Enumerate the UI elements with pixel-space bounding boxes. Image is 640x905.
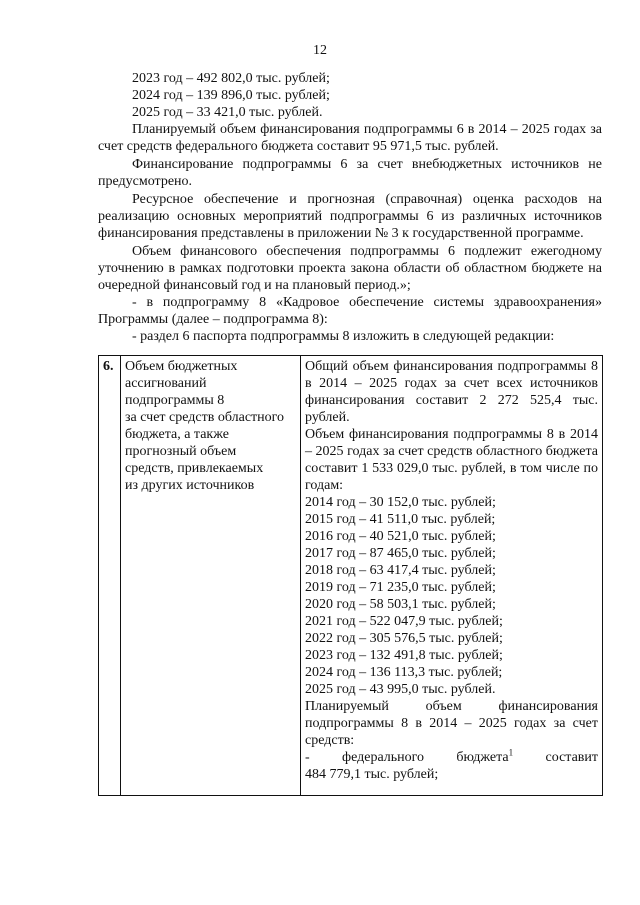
passport-table xyxy=(98,355,603,796)
year-amount: 2019 год – 71 235,0 тыс. рублей; xyxy=(305,580,496,595)
paragraph-section-6: - раздел 6 паспорта подпрограммы 8 изложить в следующей редакции: xyxy=(132,329,555,344)
year-amount: 2020 год – 58 503,1 тыс. рублей; xyxy=(305,597,496,612)
federal-budget-amount: 484 779,1 тыс. рублей; xyxy=(305,767,439,782)
year-amount: 2021 год – 522 047,9 тыс. рублей; xyxy=(305,614,503,629)
federal-budget-label: - федерального бюджета xyxy=(305,750,509,765)
year-line: 2024 год – 139 896,0 тыс. рублей; xyxy=(132,88,330,103)
year-amount: 2017 год – 87 465,0 тыс. рублей; xyxy=(305,546,496,561)
total-funding-text: Общий объем финансирования подпрограммы 8 в 2014 – 2025 годах за счет всех источников финансирования составит 2 272 525,4 тыс. рублей. xyxy=(305,359,598,425)
year-line: 2023 год – 492 802,0 тыс. рублей; xyxy=(132,71,330,86)
row-label-line: за счет средств областного xyxy=(125,410,285,425)
row-label-line: подпрограммы 8 xyxy=(125,393,225,408)
year-amount: 2024 год – 136 113,3 тыс. рублей; xyxy=(305,665,503,680)
row-number: 6. xyxy=(99,356,121,796)
year-amount: 2025 год – 43 995,0 тыс. рублей. xyxy=(305,682,496,697)
document-body xyxy=(98,70,602,345)
row-label-line: ассигнований xyxy=(125,376,207,391)
row-label-line: Объем бюджетных xyxy=(125,359,238,374)
planned-funding-text: Планируемый объем финансирования подпрограммы 8 в 2014 – 2025 годах за счет средств: xyxy=(305,699,598,748)
regional-funding-text: Объем финансирования подпрограммы 8 в 2014 – 2025 годах за счет средств областного бюджета составит 1 533 029,0 тыс. рублей, в том числе по годам: xyxy=(305,427,598,493)
federal-budget-line xyxy=(305,749,598,766)
row-value-cell xyxy=(301,356,603,796)
row-label-cell xyxy=(121,356,301,796)
row-label-line: из других источников xyxy=(125,478,255,493)
year-amount: 2018 год – 63 417,4 тыс. рублей; xyxy=(305,563,496,578)
paragraph-resource-provision: Ресурсное обеспечение и прогнозная (справочная) оценка расходов на реализацию основных мероприятий подпрограммы 6 из различных источников финансирования представлены в приложении № 3 к государственной программе. xyxy=(98,192,602,241)
year-amount: 2023 год – 132 491,8 тыс. рублей; xyxy=(305,648,503,663)
year-line: 2025 год – 33 421,0 тыс. рублей. xyxy=(132,105,323,120)
year-amount: 2016 год – 40 521,0 тыс. рублей; xyxy=(305,529,496,544)
year-amount: 2014 год – 30 152,0 тыс. рублей; xyxy=(305,495,496,510)
paragraph-subprogram-8: - в подпрограмму 8 «Кадровое обеспечение системы здравоохранения» Программы (далее – подпрограмма 8): xyxy=(98,295,602,327)
row-label-line: прогнозный объем xyxy=(125,444,237,459)
footnote-marker: 1 xyxy=(508,747,514,758)
table-row xyxy=(99,356,603,796)
row-label-line: средств, привлекаемых xyxy=(125,461,264,476)
federal-budget-verb: составит xyxy=(545,750,598,765)
paragraph-federal-funding: Планируемый объем финансирования подпрограммы 6 в 2014 – 2025 годах за счет средств федерального бюджета составит 95 971,5 тыс. рублей. xyxy=(98,122,602,154)
page-number: 12 xyxy=(313,43,327,58)
paragraph-annual-adjustment: Объем финансового обеспечения подпрограммы 6 подлежит ежегодному уточнению в рамках подготовки проекта закона области об областном бюджете на очередной финансовый год и на плановый период.»; xyxy=(98,244,602,293)
year-amount: 2022 год – 305 576,5 тыс. рублей; xyxy=(305,631,503,646)
year-amount: 2015 год – 41 511,0 тыс. рублей; xyxy=(305,512,496,527)
row-label-line: бюджета, а также xyxy=(125,427,229,442)
paragraph-extrabudgetary: Финансирование подпрограммы 6 за счет внебюджетных источников не предусмотрено. xyxy=(98,157,602,189)
